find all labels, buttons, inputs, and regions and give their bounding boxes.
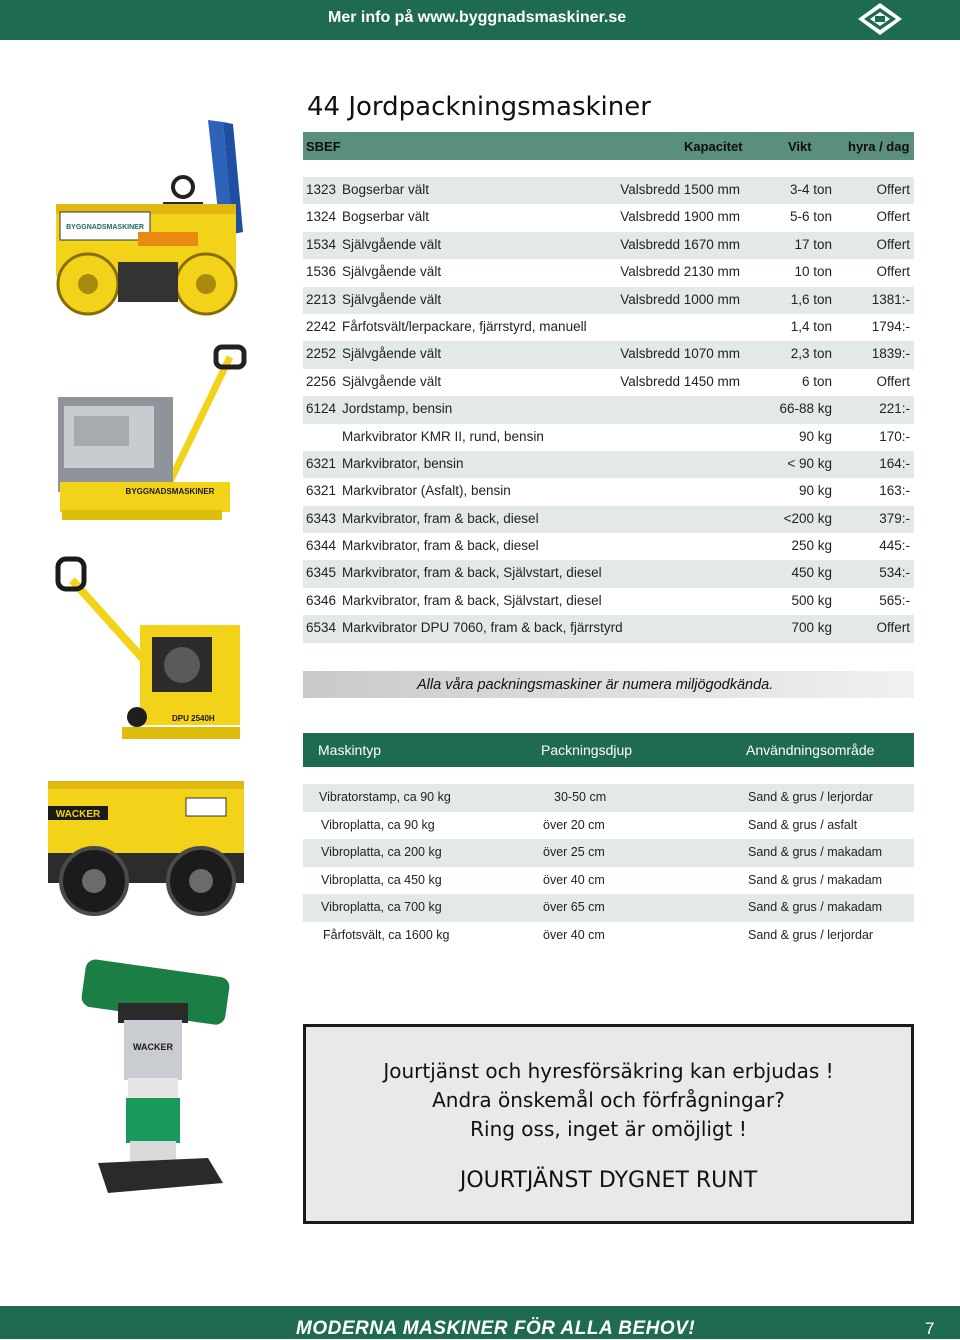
company-logo-icon bbox=[856, 2, 904, 36]
info-line-1: Jourtjänst och hyresförsäkring kan erbjudas ! bbox=[383, 1059, 834, 1083]
trench-roller-image bbox=[46, 776, 251, 921]
row-number: 6321 bbox=[306, 483, 337, 499]
table-row bbox=[303, 560, 914, 587]
row-price: 1839:- bbox=[871, 346, 910, 362]
col-vikt: Vikt bbox=[788, 139, 812, 154]
row-price: 1381:- bbox=[871, 291, 910, 307]
dpu-label: DPU 2540H bbox=[172, 714, 215, 723]
row-price: 445:- bbox=[879, 538, 910, 554]
row-depth: över 25 cm bbox=[543, 845, 605, 859]
table-row bbox=[303, 177, 914, 204]
table-row bbox=[303, 533, 914, 560]
plate-label: BYGGNADSMASKINER bbox=[125, 487, 215, 496]
table-row bbox=[303, 839, 914, 867]
row-weight: 450 kg bbox=[791, 565, 832, 581]
row-price: 534:- bbox=[879, 565, 910, 581]
environment-note-text: Alla våra packningsmaskiner är numera miljögodkända. bbox=[417, 677, 774, 693]
row-usage: Sand & grus / makadam bbox=[748, 872, 883, 887]
table-row bbox=[303, 259, 914, 286]
row-capacity: Valsbredd 1070 mm bbox=[620, 346, 740, 362]
row-number: 1324 bbox=[306, 209, 337, 225]
row-price: 565:- bbox=[879, 592, 910, 608]
col-maskintyp: Maskintyp bbox=[318, 742, 382, 758]
row-number: 2252 bbox=[306, 346, 337, 362]
table-row bbox=[303, 451, 914, 478]
vibratory-plate-image bbox=[52, 555, 247, 745]
row-capacity: Valsbredd 1450 mm bbox=[620, 373, 740, 389]
row-machine-type: Vibroplatta, ca 450 kg bbox=[321, 872, 442, 887]
row-weight: 3-4 ton bbox=[789, 182, 832, 197]
table-row bbox=[303, 341, 914, 368]
row-depth: över 65 cm bbox=[543, 900, 605, 914]
page-number: 7 bbox=[925, 1319, 935, 1338]
row-weight: 700 kg bbox=[791, 620, 832, 636]
rammer-image bbox=[58, 958, 240, 1203]
table-row bbox=[303, 314, 914, 341]
table-row bbox=[303, 287, 914, 314]
row-capacity: Valsbredd 1900 mm bbox=[620, 209, 740, 225]
table-row bbox=[303, 784, 914, 812]
row-description: Markvibrator, fram & back, Självstart, diesel bbox=[342, 592, 602, 608]
row-number: 6346 bbox=[306, 592, 337, 608]
row-number: 1534 bbox=[306, 236, 337, 252]
row-number: 6344 bbox=[306, 538, 337, 554]
plate-compactor-image bbox=[50, 342, 250, 527]
footer-slogan: MODERNA MASKINER FÖR ALLA BEHOV! bbox=[296, 1318, 696, 1339]
info-line-4: JOURTJÄNST DYGNET RUNT bbox=[459, 1168, 758, 1193]
trench-brand: WACKER bbox=[55, 809, 101, 820]
row-price: Offert bbox=[876, 620, 910, 636]
row-weight: 90 kg bbox=[798, 483, 832, 499]
row-description: Bogserbar vält bbox=[342, 209, 430, 225]
row-number: 6321 bbox=[306, 455, 337, 471]
row-machine-type: Fårfotsvält, ca 1600 kg bbox=[323, 927, 450, 942]
row-description: Markvibrator, fram & back, Självstart, diesel bbox=[342, 565, 602, 581]
row-price: 170:- bbox=[879, 428, 910, 444]
row-capacity: Valsbredd 2130 mm bbox=[620, 264, 740, 280]
row-number: 2213 bbox=[306, 291, 337, 307]
table-row bbox=[303, 396, 914, 423]
page-title: 44 Jordpackningsmaskiner bbox=[307, 92, 651, 122]
environment-note bbox=[303, 671, 914, 698]
table-row bbox=[303, 424, 914, 451]
row-capacity: Valsbredd 1500 mm bbox=[620, 182, 740, 197]
roller-label: BYGGNADSMASKINER bbox=[66, 224, 144, 231]
row-weight: 250 kg bbox=[791, 538, 832, 554]
row-description: Fårfotsvält/lerpackare, fjärrstyrd, manuell bbox=[342, 318, 587, 334]
row-depth: över 40 cm bbox=[543, 927, 605, 942]
row-depth: över 20 cm bbox=[543, 817, 605, 832]
row-price: 221:- bbox=[879, 401, 910, 417]
row-weight: 90 kg bbox=[798, 428, 832, 444]
row-price: 379:- bbox=[879, 510, 910, 526]
row-depth: över 40 cm bbox=[543, 872, 605, 887]
table-row bbox=[303, 615, 914, 642]
row-description: Självgående vält bbox=[342, 373, 442, 389]
col-hyra: hyra / dag bbox=[848, 139, 910, 154]
row-weight: 66-88 kg bbox=[779, 401, 832, 417]
row-description: Självgående vält bbox=[342, 346, 442, 362]
ride-on-roller-image bbox=[48, 112, 248, 317]
price-table-header bbox=[303, 132, 914, 160]
depth-table bbox=[303, 784, 914, 949]
row-number: 2256 bbox=[306, 373, 337, 389]
table-row bbox=[303, 867, 914, 895]
row-usage: Sand & grus / makadam bbox=[748, 845, 883, 859]
col-anvandningsomrade: Användningsområde bbox=[746, 742, 875, 758]
table-row bbox=[303, 812, 914, 840]
row-weight: 5-6 ton bbox=[789, 209, 832, 225]
row-depth: 30-50 cm bbox=[554, 790, 607, 804]
row-description: Markvibrator (Asfalt), bensin bbox=[342, 483, 511, 499]
table-row bbox=[303, 369, 914, 396]
row-weight: 6 ton bbox=[801, 373, 832, 389]
row-number: 2242 bbox=[306, 318, 337, 334]
depth-table-header bbox=[303, 733, 914, 767]
table-row bbox=[303, 894, 914, 922]
row-number: 1323 bbox=[306, 182, 337, 197]
row-description: Markvibrator, fram & back, diesel bbox=[342, 538, 539, 554]
row-description: Markvibrator KMR II, rund, bensin bbox=[342, 428, 544, 444]
row-usage: Sand & grus / asfalt bbox=[748, 817, 858, 832]
row-weight: 17 ton bbox=[794, 236, 832, 252]
row-description: Bogserbar vält bbox=[342, 182, 430, 197]
row-description: Självgående vält bbox=[342, 291, 442, 307]
table-row bbox=[303, 922, 914, 950]
row-price: Offert bbox=[876, 182, 910, 197]
table-row bbox=[303, 478, 914, 505]
row-price: 164:- bbox=[879, 455, 910, 471]
row-weight: 500 kg bbox=[791, 592, 832, 608]
info-box bbox=[303, 1024, 914, 1224]
row-usage: Sand & grus / lerjordar bbox=[748, 790, 874, 804]
row-price: Offert bbox=[876, 209, 910, 225]
row-usage: Sand & grus / makadam bbox=[748, 900, 883, 914]
row-price: 1794:- bbox=[871, 318, 910, 334]
row-description: Markvibrator, bensin bbox=[342, 455, 464, 471]
row-usage: Sand & grus / lerjordar bbox=[748, 927, 874, 942]
col-packningsdjup: Packningsdjup bbox=[541, 742, 633, 758]
col-kapacitet: Kapacitet bbox=[684, 139, 743, 154]
table-row bbox=[303, 232, 914, 259]
row-description: Självgående vält bbox=[342, 236, 442, 252]
row-description: Markvibrator DPU 7060, fram & back, fjärrstyrd bbox=[342, 620, 623, 636]
row-capacity: Valsbredd 1000 mm bbox=[620, 291, 740, 307]
row-price: Offert bbox=[876, 373, 910, 389]
table-row bbox=[303, 204, 914, 231]
row-description: Självgående vält bbox=[342, 264, 442, 280]
top-bar bbox=[0, 0, 960, 40]
table-row bbox=[303, 588, 914, 615]
row-machine-type: Vibroplatta, ca 200 kg bbox=[321, 845, 442, 859]
row-weight: <200 kg bbox=[783, 510, 832, 526]
row-machine-type: Vibratorstamp, ca 90 kg bbox=[319, 790, 451, 804]
row-weight: 10 ton bbox=[794, 264, 832, 280]
row-description: Markvibrator, fram & back, diesel bbox=[342, 510, 539, 526]
row-number: 1536 bbox=[306, 264, 337, 280]
row-weight: 1,6 ton bbox=[790, 291, 832, 307]
row-capacity: Valsbredd 1670 mm bbox=[620, 236, 740, 252]
info-line-2: Andra önskemål och förfrågningar? bbox=[432, 1088, 785, 1112]
rammer-brand: WACKER bbox=[133, 1042, 173, 1052]
row-price: Offert bbox=[876, 264, 910, 280]
row-number: 6534 bbox=[306, 620, 337, 636]
row-number: 6124 bbox=[306, 401, 337, 417]
row-number: 6345 bbox=[306, 565, 337, 581]
table-row bbox=[303, 506, 914, 533]
row-price: 163:- bbox=[879, 483, 910, 499]
row-number: 6343 bbox=[306, 510, 337, 526]
bottom-bar bbox=[0, 1306, 960, 1339]
price-table bbox=[303, 177, 914, 643]
row-description: Jordstamp, bensin bbox=[342, 401, 453, 417]
row-machine-type: Vibroplatta, ca 90 kg bbox=[321, 817, 435, 832]
website-link[interactable]: Mer info på www.byggnadsmaskiner.se bbox=[328, 9, 627, 26]
row-weight: 2,3 ton bbox=[790, 346, 832, 362]
row-weight: < 90 kg bbox=[787, 455, 832, 471]
col-sbef: SBEF bbox=[306, 139, 341, 154]
row-weight: 1,4 ton bbox=[790, 318, 832, 334]
row-price: Offert bbox=[876, 236, 910, 252]
info-line-3: Ring oss, inget är omöjligt ! bbox=[470, 1117, 747, 1141]
row-machine-type: Vibroplatta, ca 700 kg bbox=[321, 900, 442, 914]
